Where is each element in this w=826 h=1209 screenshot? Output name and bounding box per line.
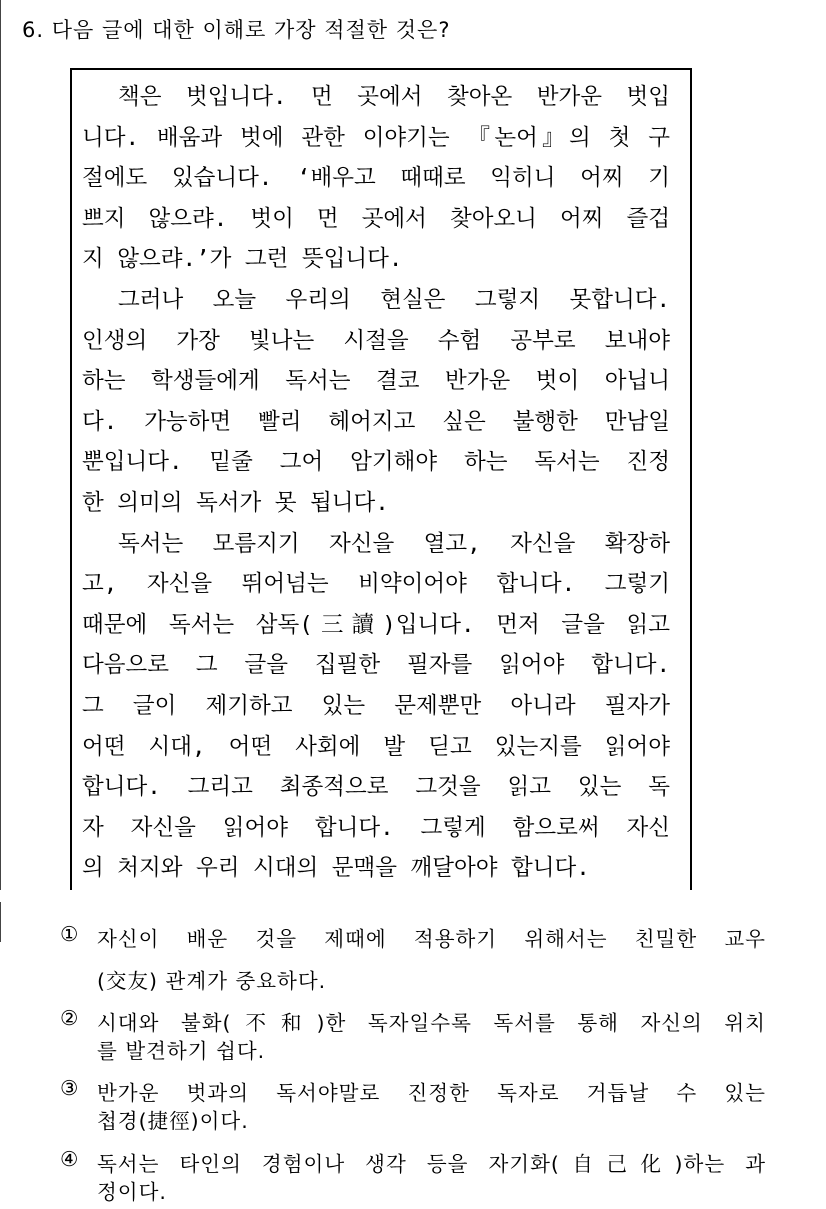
passage-line: 인생의 가장 빛나는 시절을 수험 공부로 보내야: [82, 327, 670, 354]
choice-3-text-line-2: 첩경(捷徑)이다.: [97, 1109, 249, 1133]
passage-line: 책은 벗입니다. 먼 곳에서 찾아온 반가운 벗입: [118, 84, 670, 110]
left-margin-rule: [0, 0, 1, 890]
passage-box: [70, 68, 692, 890]
choice-1-number: ①: [60, 922, 80, 946]
passage-line: 합니다. 그리고 최종적으로 그것을 읽고 있는 독: [82, 774, 670, 801]
passage-line: 자 자신을 읽어야 합니다. 그렇게 함으로써 자신: [82, 814, 670, 841]
passage-line: 한 의미의 독서가 못 됩니다.: [82, 490, 389, 516]
left-margin-rule-lower: [0, 902, 1, 942]
choice-1-text-line-1: 자신이 배운 것을 제때에 적용하기 위해서는 친밀한 교우: [97, 927, 766, 951]
choice-1[interactable]: [60, 922, 766, 992]
choice-1-text-line-2: (交友) 관계가 중요하다.: [97, 969, 327, 993]
choice-4-text-line-1: 독서는 타인의 경험이나 생각 등을 자기화(自己化)하는 과: [97, 1152, 766, 1176]
passage-line: 지 않으랴.’가 그런 뜻입니다.: [82, 246, 403, 273]
choice-4[interactable]: [60, 1147, 766, 1207]
choice-2-text-line-2: 를 발견하기 쉽다.: [97, 1039, 266, 1063]
choice-3-text-line-1: 반가운 벗과의 독서야말로 진정한 독자로 거듭날 수 있는: [97, 1081, 766, 1105]
choice-3-number: ③: [60, 1076, 80, 1100]
passage-line: 때문에 독서는 삼독(三讀)입니다. 먼저 글을 읽고: [82, 611, 670, 638]
passage-line: 절에도 있습니다. ‘배우고 때때로 익히니 어찌 기: [82, 165, 670, 192]
choice-2-number: ②: [60, 1006, 80, 1030]
passage-line: 하는 학생들에게 독서는 결코 반가운 벗이 아닙니: [82, 368, 670, 395]
choice-3[interactable]: [60, 1076, 766, 1136]
choice-4-number: ④: [60, 1147, 80, 1171]
choice-2[interactable]: [60, 1006, 766, 1066]
passage-line: 다음으로 그 글을 집필한 필자를 읽어야 합니다.: [82, 652, 670, 679]
passage-line: 뿐입니다. 밑줄 그어 암기해야 하는 독서는 진정: [82, 449, 670, 476]
choice-4-text-line-2: 정이다.: [97, 1180, 167, 1204]
passage-line: 다. 가능하면 빨리 헤어지고 싶은 불행한 만남일: [82, 408, 670, 435]
passage-line: 그러나 오늘 우리의 현실은 그렇지 못합니다.: [118, 287, 670, 313]
passage-line: 독서는 모름지기 자신을 열고, 자신을 확장하: [118, 530, 670, 557]
passage-line: 니다. 배움과 벗에 관한 이야기는 『논어』의 첫 구: [82, 124, 670, 151]
choice-2-text-line-1: 시대와 불화(不和)한 독자일수록 독서를 통해 자신의 위치: [97, 1011, 766, 1035]
passage-line: 쁘지 않으랴. 벗이 먼 곳에서 찾아오니 어찌 즐겁: [82, 205, 670, 232]
passage-line: 그 글이 제기하고 있는 문제뿐만 아니라 필자가: [82, 693, 670, 719]
passage-line: 의 처지와 우리 시대의 문맥을 깨달아야 합니다.: [82, 855, 590, 882]
passage-line: 고, 자신을 뛰어넘는 비약이어야 합니다. 그렇기: [82, 571, 670, 598]
passage-line: 어떤 시대, 어떤 사회에 발 딛고 있는지를 읽어야: [82, 733, 670, 760]
question-stem: 6. 다음 글에 대한 이해로 가장 적절한 것은?: [22, 18, 451, 42]
